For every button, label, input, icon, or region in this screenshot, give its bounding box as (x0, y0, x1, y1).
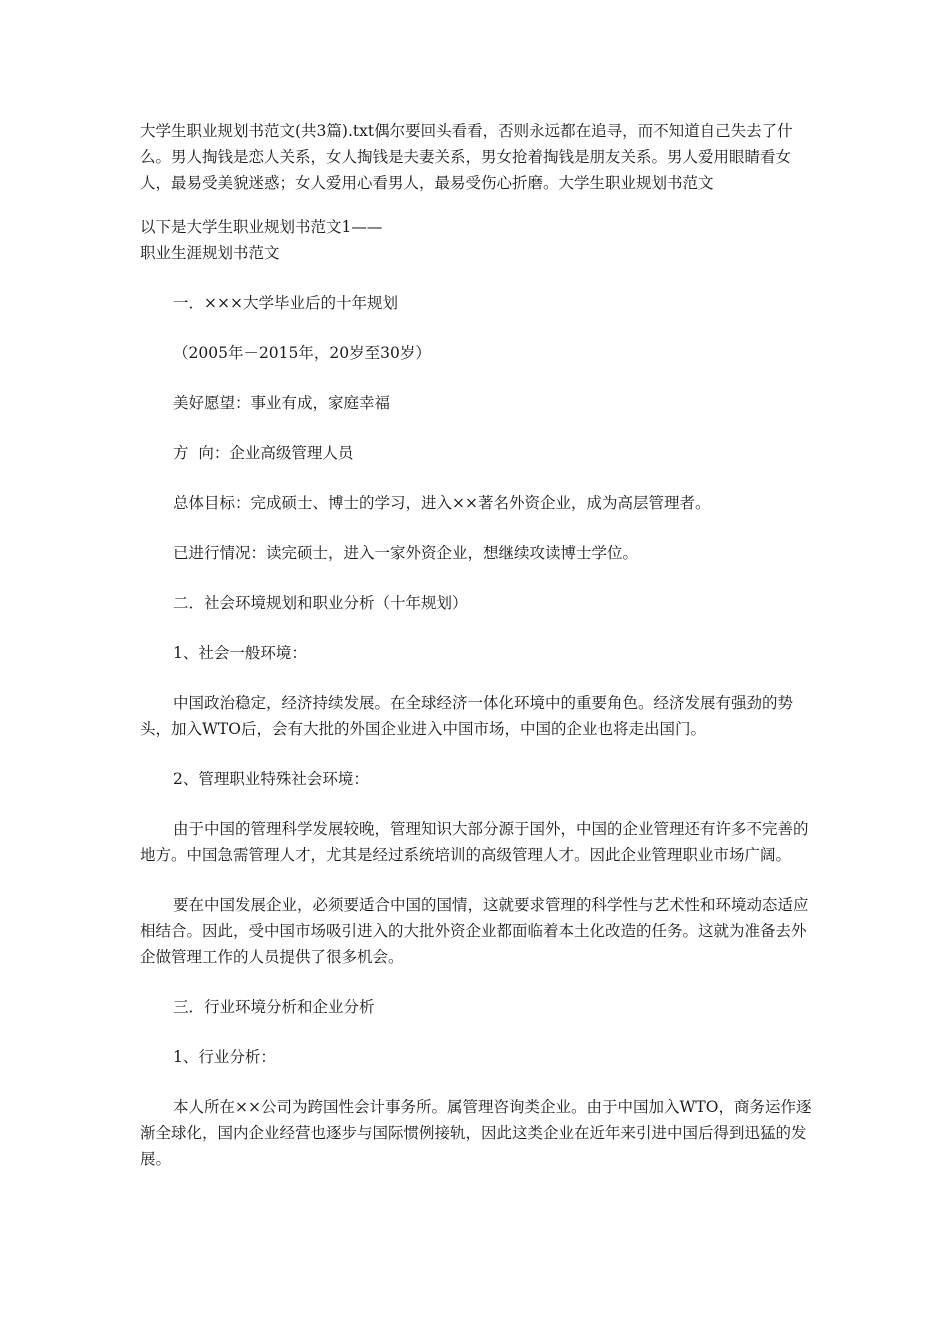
subheading-general-env: 1、社会一般环境： (173, 644, 307, 662)
direction-line: 方 向：企业高级管理人员 (173, 444, 354, 462)
paragraph-localization: 要在中国发展企业，必须要适合中国的国情，这就要求管理的科学性与艺术性和环境动态适应相结合。因此，受中国市场吸引进入的大批外资企业都面临着本土化改造的任务。这就为准备去外企做管理工作的人员提供了很多机会。 (140, 896, 809, 966)
subtitle-line-1: 以下是大学生职业规划书范文1—— (140, 218, 383, 236)
intro-paragraph: 大学生职业规划书范文(共3篇).txt偶尔要回头看看，否则永远都在追寻，而不知道自己失去了什么。男人掏钱是恋人关系，女人掏钱是夫妻关系，男女抢着掏钱是朋友关系。男人爱用眼睛看女人，最易受美貌迷惑；女人爱用心看男人，最易受伤心折磨。大学生职业规划书范文 (140, 122, 793, 192)
section-heading-2: 二．社会环境规划和职业分析（十年规划） (173, 594, 468, 612)
paragraph-industry: 本人所在××公司为跨国性会计事务所。属管理咨询类企业。由于中国加入WTO，商务运作逐渐全球化，国内企业经营也逐步与国际惯例接轨，因此这类企业在近年来引进中国后得到迅猛的发展。 (140, 1098, 812, 1168)
paragraph-general-env: 中国政治稳定，经济持续发展。在全球经济一体化环境中的重要角色。经济发展有强劲的势头，加入WTO后，会有大批的外国企业进入中国市场，中国的企业也将走出国门。 (140, 694, 794, 738)
subtitle-line-2: 职业生涯规划书范文 (140, 244, 280, 262)
progress-line: 已进行情况：读完硕士，进入一家外资企业，想继续攻读博士学位。 (173, 544, 639, 562)
subheading-industry: 1、行业分析： (173, 1048, 276, 1066)
document-page (140, 118, 812, 1172)
section-heading-3: 三．行业环境分析和企业分析 (173, 998, 375, 1016)
wish-line: 美好愿望：事业有成，家庭幸福 (173, 394, 391, 412)
goal-line: 总体目标：完成硕士、博士的学习，进入××著名外资企业，成为高层管理者。 (173, 494, 711, 512)
section-heading-1: 一．×××大学毕业后的十年规划 (173, 294, 398, 312)
subheading-special-env: 2、管理职业特殊社会环境： (173, 770, 369, 788)
period-line: （2005年－2015年，20岁至30岁） (173, 344, 431, 362)
paragraph-management-env: 由于中国的管理科学发展较晚，管理知识大部分源于国外，中国的企业管理还有许多不完善的地方。中国急需管理人才，尤其是经过系统培训的高级管理人才。因此企业管理职业市场广阔。 (140, 820, 809, 864)
